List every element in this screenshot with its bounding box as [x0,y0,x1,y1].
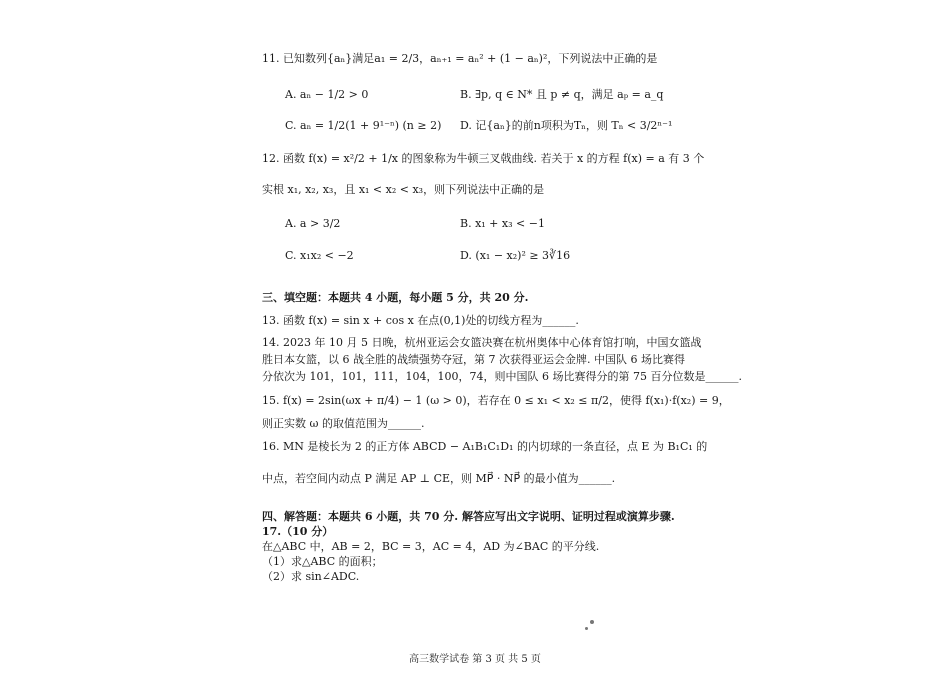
q17-part1: （1）求△ABC 的面积； [262,555,383,568]
q12-option-a: A. a > 3/2 [285,217,341,230]
q17-heading: 17.（10 分） [262,525,334,538]
q14-line3: 分依次为 101，101，111，104，100，74，则中国队 6 场比赛得分的第 75 百分位数是______. [262,370,742,383]
q12-option-c: C. x₁x₂ < −2 [285,249,354,262]
q14-line1: 14. 2023 年 10 月 5 日晚，杭州亚运会女篮决赛在杭州奥体中心体育馆打响，中国女篮战 [262,336,702,349]
q11-option-c: C. aₙ = 1/2(1 + 9¹⁻ⁿ) (n ≥ 2) [285,119,442,132]
q11-option-a: A. aₙ − 1/2 > 0 [285,88,369,101]
q13-text: 13. 函数 f(x) = sin x + cos x 在点(0,1)处的切线方程为______. [262,314,579,327]
q16-line1: 16. MN 是棱长为 2 的正方体 ABCD − A₁B₁C₁D₁ 的内切球的一条直径，点 E 为 B₁C₁ 的 [262,440,708,453]
section-3-heading: 三、填空题：本题共 4 小题，每小题 5 分，共 20 分. [262,291,529,304]
q11-stem: 11. 已知数列{aₙ}满足a₁ = 2/3，aₙ₊₁ = aₙ² + (1 − aₙ)²，下列说法中正确的是 [262,52,658,65]
section-4-heading: 四、解答题：本题共 6 小题，共 70 分. 解答应写出文字说明、证明过程或演算步骤. [262,510,675,523]
q12-option-d: D. (x₁ − x₂)² ≥ 3∛16 [460,249,571,262]
q16-line2: 中点，若空间内动点 P 满足 AP ⊥ CE，则 MP⃗ · NP⃗ 的最小值为______. [262,472,616,485]
q12-option-b: B. x₁ + x₃ < −1 [460,217,545,230]
q17-part2: （2）求 sin∠ADC. [262,570,360,583]
q17-line1: 在△ABC 中，AB = 2，BC = 3，AC = 4，AD 为∠BAC 的平分线. [262,540,600,553]
q12-stem-line1: 12. 函数 f(x) = x²/2 + 1/x 的图象称为牛顿三叉戟曲线. 若关于 x 的方程 f(x) = a 有 3 个 [262,152,705,165]
q15-line2: 则正实数 ω 的取值范围为______. [262,417,425,430]
q14-line2: 胜日本女篮，以 6 战全胜的战绩强势夺冠，第 7 次获得亚运会金牌. 中国队 6 场比赛得 [262,353,685,366]
q12-stem-line2: 实根 x₁, x₂, x₃，且 x₁ < x₂ < x₃，则下列说法中正确的是 [262,183,545,196]
q11-option-b: B. ∃p, q ∈ N* 且 p ≠ q，满足 aₚ = a_q [460,88,664,101]
q11-option-d: D. 记{aₙ}的前n项积为Tₙ，则 Tₙ < 3/2ⁿ⁻¹ [460,119,673,132]
scan-speck [590,620,594,624]
q15-line1: 15. f(x) = 2sin(ωx + π/4) − 1 (ω > 0)，若存在 0 ≤ x₁ < x₂ ≤ π/2，使得 f(x₁)·f(x₂) = 9， [262,394,730,407]
scan-speck [585,627,588,630]
page-footer: 高三数学试卷 第 3 页 共 5 页 [409,654,541,665]
